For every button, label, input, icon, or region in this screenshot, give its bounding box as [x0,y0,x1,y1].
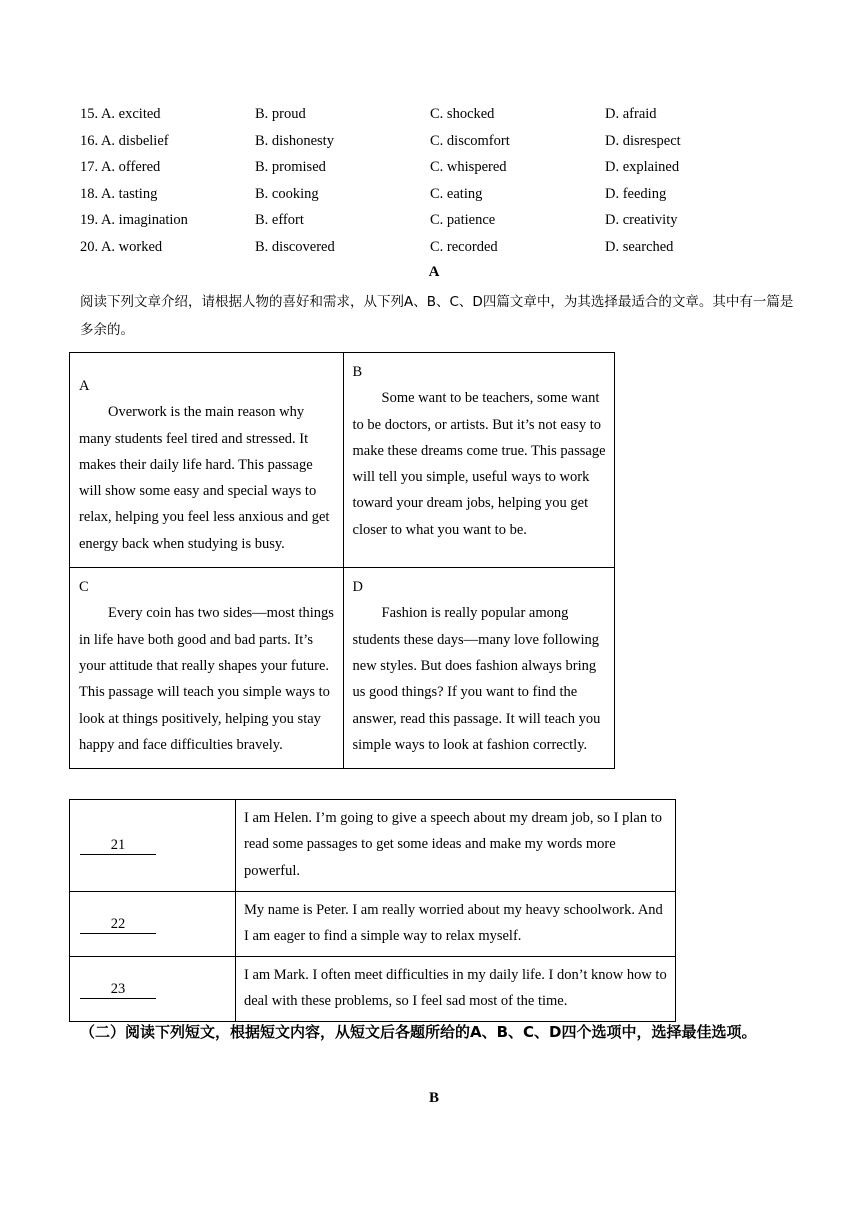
option-c: C. eating [430,185,483,202]
option-b: B. dishonesty [255,132,334,149]
option-c: C. recorded [430,238,498,255]
answer-blank[interactable] [70,800,236,892]
passage-b [343,353,614,568]
person-description: My name is Peter. I am really worried about my heavy schoolwork. And I am eager to find a simple way to relax myself. [236,892,676,957]
passage-letter: A [79,378,90,394]
passage-letter: C [79,579,89,596]
person-description: I am Helen. I’m going to give a speech about my dream job, so I plan to read some passages to get some ideas and make my words more powerful. [236,800,676,892]
option-c: C. whispered [430,159,507,175]
option-a: 17. A. offered [80,159,161,175]
answer-options [80,104,780,263]
matching-row [70,957,676,1022]
option-d: D. disrespect [605,132,681,149]
option-a: 20. A. worked [80,238,163,255]
answer-blank[interactable] [70,892,236,957]
passage-letter: B [352,364,363,380]
option-row [80,184,780,211]
matching-row [70,800,676,892]
option-b: B. proud [255,106,306,122]
passage-d [343,568,614,769]
passage-text: Every coin has two sides—most things in life have both good and bad parts. It’s your attitude that really shapes your future. This passage will teach you simple ways to look at things positively, helping you stay happy and face difficulties bravely. [79,605,334,753]
passage-text: Fashion is really popular among students these days—many love following new styles. But does fashion always bring us good things? If you want to find the answer, read this passage. It will teach you simple ways to look at fashion correctly. [352,605,601,753]
option-a: 18. A. tasting [80,185,158,202]
section-a-instruction: 阅读下列文章介绍，请根据人物的喜好和需求，从下列A、B、C、D四篇文章中，为其选择最适合的文章。其中有一篇是多余的。 [80,294,794,338]
passage-table [69,352,615,769]
option-b: B. discovered [255,238,335,255]
answer-blank[interactable] [70,957,236,1022]
option-row [80,104,780,131]
option-row [80,131,780,158]
person-description: I am Mark. I often meet difficulties in my daily life. I don’t know how to deal with these problems, so I feel sad most of the time. [236,957,676,1022]
passage-letter: D [352,579,363,596]
section-heading-b: B [428,1090,439,1106]
option-d: D. searched [605,238,674,255]
option-c: C. discomfort [430,132,510,149]
passage-text: Some want to be teachers, some want to be doctors, or artists. But it’s not easy to make these dreams come true. This passage will tell you simple, useful ways to work toward your dream jobs, helping you get closer to what you want to be. [352,390,606,538]
option-c: C. patience [430,212,496,228]
blank-number: 23 [80,981,156,999]
option-row [80,237,780,264]
blank-number: 22 [80,916,156,934]
option-d: D. explained [605,159,680,175]
option-a: 16. A. disbelief [80,132,169,149]
option-row [80,210,780,237]
section-2-instruction: （二）阅读下列短文，根据短文内容，从短文后各题所给的A、B、C、D四个选项中，选择最佳选项。 [80,1023,757,1041]
option-c: C. shocked [430,106,495,122]
option-row [80,157,780,184]
passage-text: Overwork is the main reason why many students feel tired and stressed. It makes their daily life hard. This passage will show some easy and special ways to relax, helping you feel less anxious and get energy back when studying is busy. [79,404,330,552]
option-d: D. afraid [605,106,657,122]
passage-a [70,353,344,568]
matching-table [69,799,676,1022]
option-b: B. cooking [255,185,319,202]
option-a: 15. A. excited [80,106,161,122]
option-d: D. feeding [605,185,667,202]
option-b: B. promised [255,159,326,175]
matching-row [70,892,676,957]
passage-c [70,568,344,769]
option-b: B. effort [255,212,304,228]
section-heading-a: A [428,264,440,280]
option-a: 19. A. imagination [80,212,188,228]
blank-number: 21 [80,837,156,855]
option-d: D. creativity [605,212,678,228]
